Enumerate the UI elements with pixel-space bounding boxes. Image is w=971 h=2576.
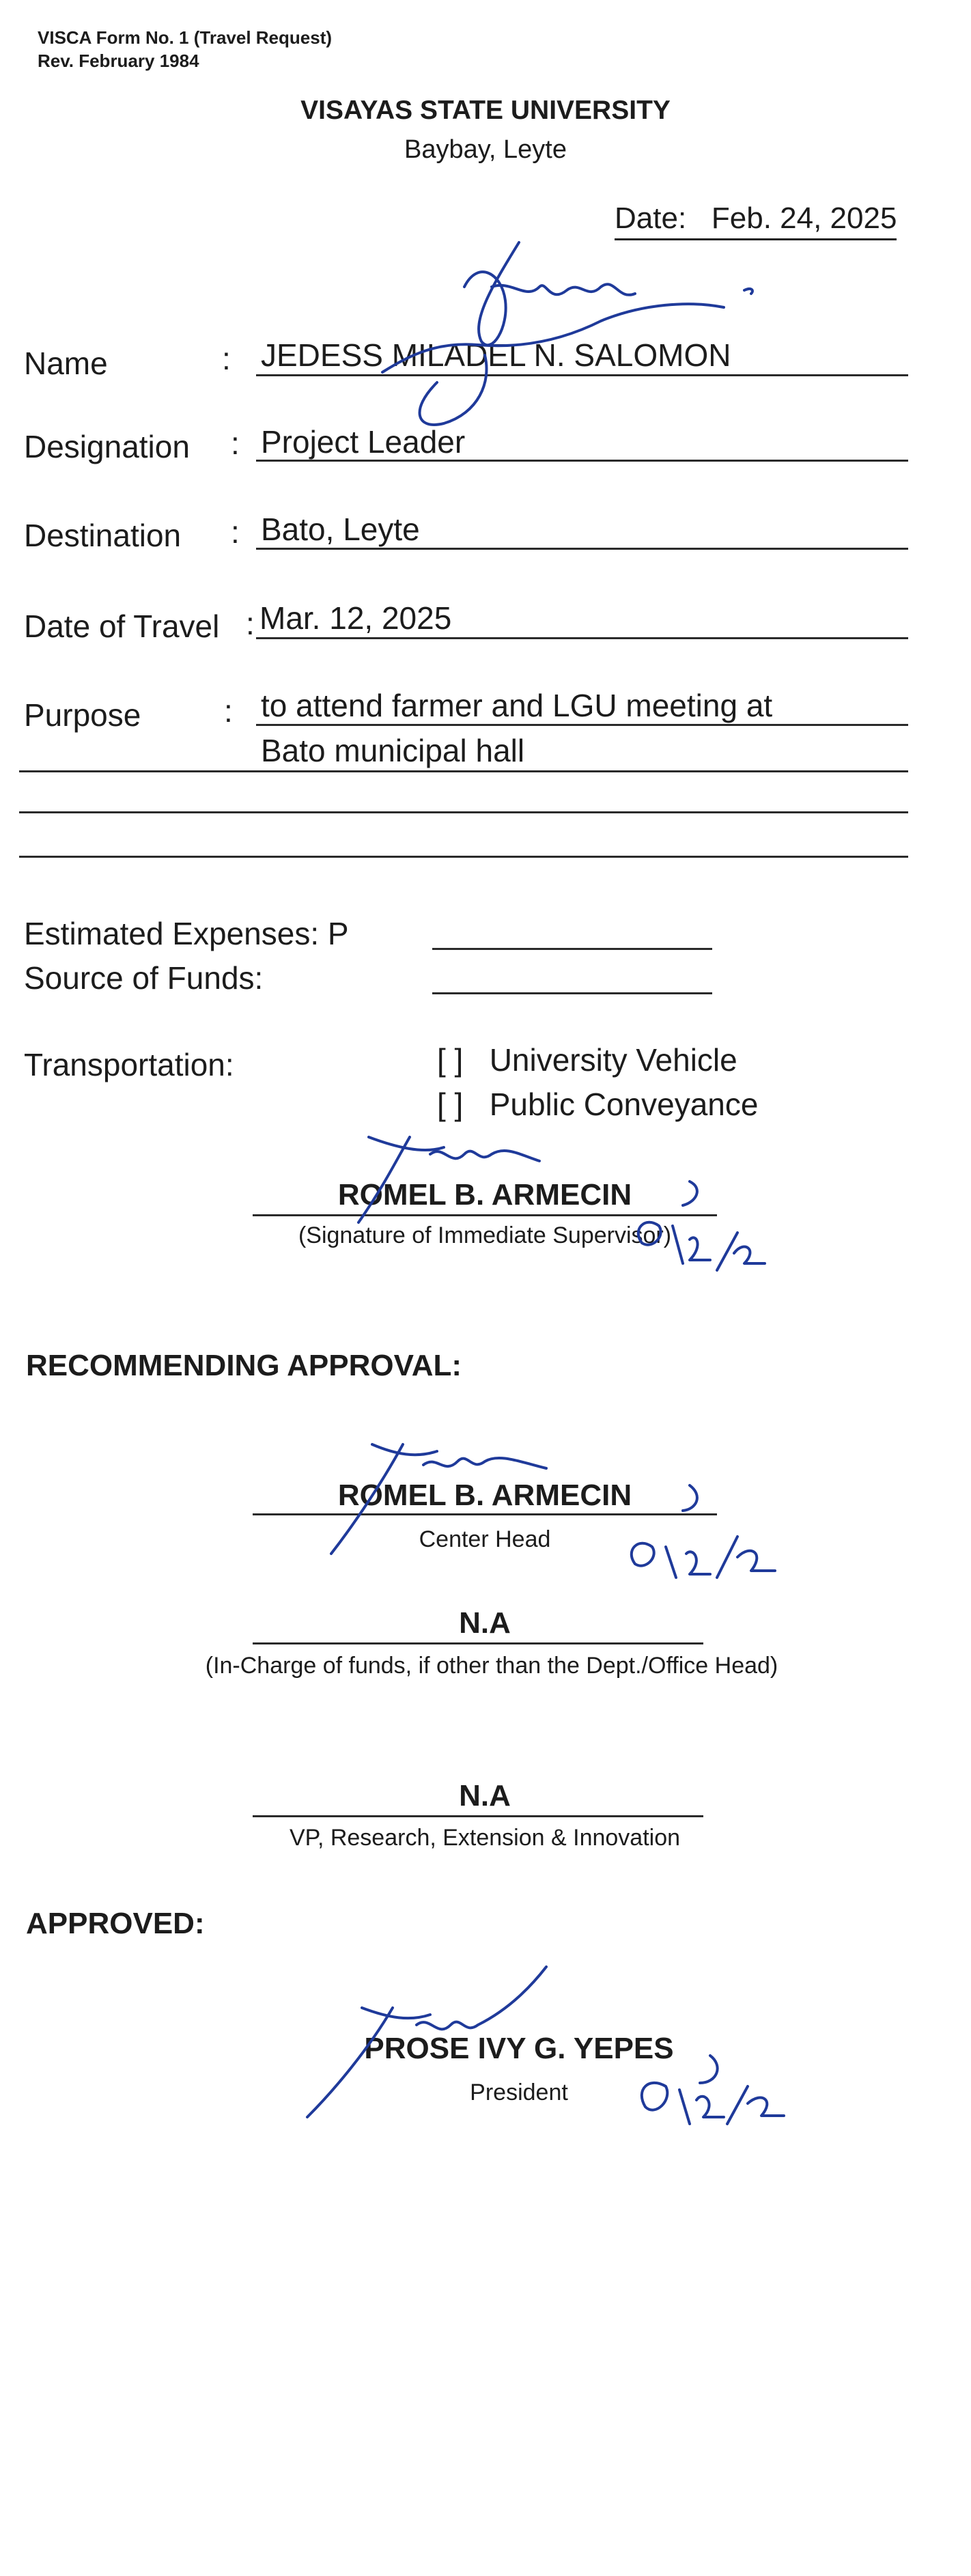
supervisor-signature	[358, 1137, 765, 1270]
university-title: VISAYAS STATE UNIVERSITY	[300, 96, 671, 125]
supervisor-name: ROMEL B. ARMECIN	[337, 1178, 632, 1212]
vp-research-value: N.A	[459, 1779, 511, 1812]
source-of-funds-label: Source of Funds:	[24, 960, 264, 996]
designation-value: Project Leader	[261, 424, 466, 460]
public-conveyance-label: Public Conveyance	[489, 1087, 759, 1122]
public-conveyance-bracket: [ ]	[437, 1087, 464, 1122]
transportation-label: Transportation:	[24, 1047, 234, 1082]
date-of-travel-colon: :	[246, 606, 255, 641]
designation-label: Designation	[24, 429, 190, 464]
form-revision: Rev. February 1984	[38, 51, 199, 71]
destination-label: Destination	[24, 518, 182, 553]
form-code: VISCA Form No. 1 (Travel Request)	[38, 27, 333, 48]
name-colon: :	[222, 341, 231, 376]
president-signature	[307, 1967, 784, 2124]
purpose-label: Purpose	[24, 697, 141, 733]
recommending-approval-heading: RECOMMENDING APPROVAL:	[26, 1349, 462, 1382]
date-value: Feb. 24, 2025	[711, 201, 897, 235]
vp-research-caption: VP, Research, Extension & Innovation	[289, 1825, 681, 1851]
name-value: JEDESS MILADEL N. SALOMON	[261, 337, 731, 373]
approved-heading: APPROVED:	[26, 1907, 205, 1940]
date-label: Date:	[615, 201, 687, 235]
center-head-title: Center Head	[419, 1526, 551, 1552]
date-of-travel-value: Mar. 12, 2025	[259, 600, 452, 636]
purpose-colon: :	[224, 693, 233, 729]
name-label: Name	[24, 346, 108, 381]
estimated-expenses-label: Estimated Expenses: P	[24, 916, 349, 951]
purpose-line-2: Bato municipal hall	[261, 733, 525, 768]
date-of-travel-label: Date of Travel	[24, 608, 220, 644]
center-head-signature	[331, 1444, 775, 1578]
requester-signature	[382, 242, 752, 425]
funds-in-charge-caption: (In-Charge of funds, if other than the Dept./Office Head)	[205, 1653, 778, 1679]
designation-colon: :	[231, 425, 240, 461]
president-name: PROSE IVY G. YEPES	[364, 2032, 674, 2065]
university-vehicle-bracket: [ ]	[437, 1042, 464, 1078]
center-head-name: ROMEL B. ARMECIN	[337, 1479, 632, 1512]
president-title: President	[470, 2080, 568, 2105]
funds-in-charge-value: N.A	[459, 1606, 511, 1640]
university-location: Baybay, Leyte	[404, 135, 567, 164]
supervisor-caption: (Signature of Immediate Supervisor)	[298, 1222, 672, 1248]
destination-value: Bato, Leyte	[261, 512, 420, 547]
destination-colon: :	[231, 514, 240, 550]
university-vehicle-label: University Vehicle	[489, 1042, 737, 1078]
purpose-line-1: to attend farmer and LGU meeting at	[261, 688, 773, 723]
